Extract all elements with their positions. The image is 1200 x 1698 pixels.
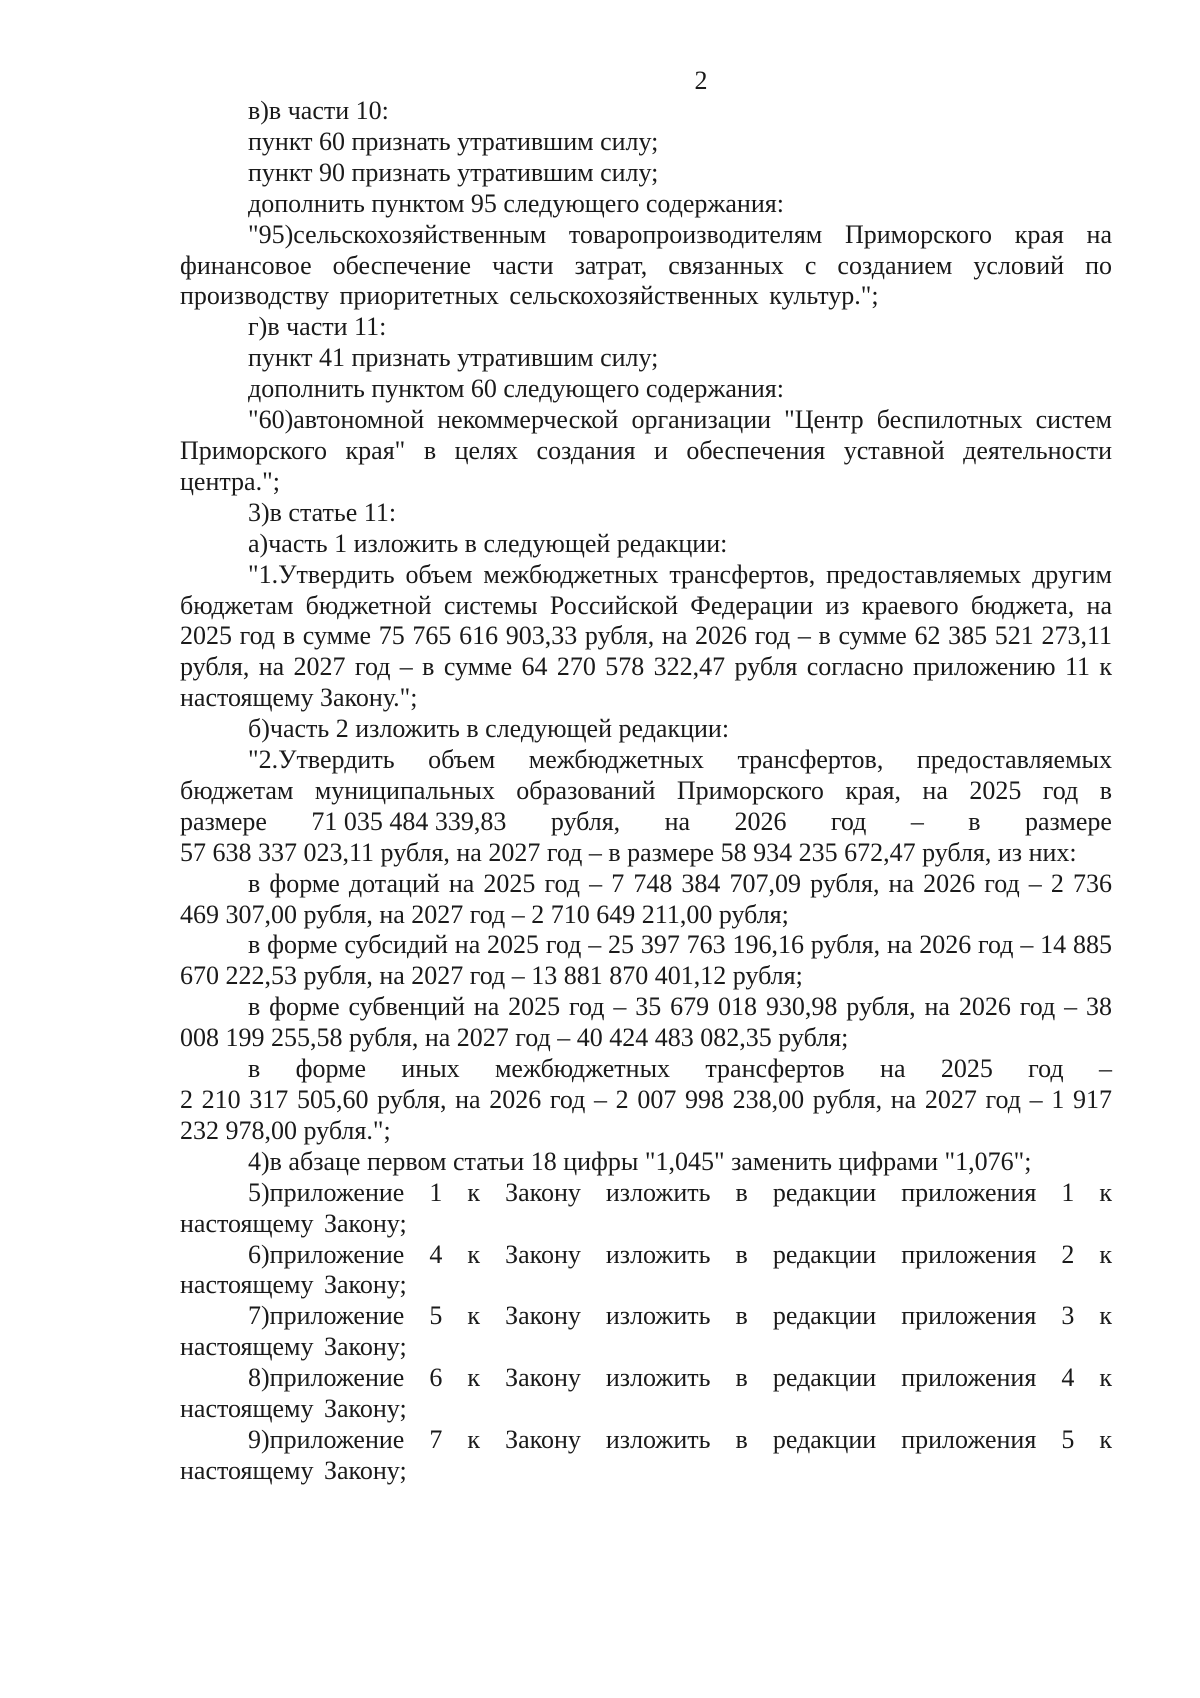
paragraph-12: "1.Утвердить объем межбюджетных трансфертов, предоставляемых другим бюджетам бюджетной системы Российской Федерации из краевого бюджета, на 2025 год в сумме 75 765 616 903,33 рубля, на 2026 год – в сумме 62 385 521 273,11 рубля, на 2027 год – в сумме 64 270 578 322,47 рубля согласно приложению 11 к настоящему Закону."; bbox=[180, 559, 1112, 713]
document-body bbox=[180, 96, 1112, 1487]
paragraph-13: б)часть 2 изложить в следующей редакции: bbox=[248, 714, 730, 744]
paragraph-1: в)в части 10: bbox=[248, 96, 389, 125]
paragraph-10: 3)в статье 11: bbox=[248, 497, 397, 527]
paragraph-19: 4)в абзаце первом статьи 18 цифры "1,045" заменить цифрами "1,076"; bbox=[248, 1146, 1032, 1176]
paragraph-14-part-1: "2.Утвердить объем межбюджетных трансфертов, предоставляемых бюджетам муниципальных образований Приморского края, на 2025 год в bbox=[180, 745, 1112, 805]
page-number: 2 bbox=[694, 66, 708, 95]
paragraph-9: "60)автономной некоммерческой организации "Центр беспилотных систем Приморского края" в целях создания и обеспечения уставной деятельности центра."; bbox=[180, 405, 1112, 496]
paragraph-23: 8)приложение 6 к Закону изложить в редакции приложения 4 к настоящему Закону; bbox=[180, 1363, 1112, 1424]
word: 71 035 484 339,83 bbox=[311, 806, 507, 836]
word: 2026 bbox=[734, 806, 787, 836]
paragraph-17: в форме субвенций на 2025 год – 35 679 018 930,98 рубля, на 2026 год – 38 008 199 255,58 рубля, на 2027 год – 40 424 483 082,35 рубля; bbox=[180, 992, 1112, 1053]
word: год bbox=[830, 806, 867, 836]
word: – bbox=[910, 806, 924, 836]
word: форме bbox=[295, 1054, 367, 1084]
word: год bbox=[1028, 1054, 1064, 1084]
paragraph-16: в форме субсидий на 2025 год – 25 397 763 196,16 рубля, на 2026 год – 14 885 670 222,53 рубля, на 2027 год – 13 881 870 401,12 рубля; bbox=[180, 930, 1112, 991]
paragraph-22: 7)приложение 5 к Закону изложить в редакции приложения 3 к настоящему Закону; bbox=[180, 1301, 1112, 1362]
paragraph-11: а)часть 1 изложить в следующей редакции: bbox=[248, 528, 728, 558]
paragraph-18-part-1 bbox=[180, 1054, 1112, 1085]
word: размере bbox=[1024, 806, 1112, 836]
paragraph-14-part-3: 57 638 337 023,11 рубля, на 2027 год – в размере 58 934 235 672,47 рубля, из них: bbox=[180, 837, 1077, 867]
paragraph-2: пункт 60 признать утратившим силу; bbox=[248, 126, 659, 156]
paragraph-24: 9)приложение 7 к Закону изложить в редакции приложения 5 к настоящему Закону; bbox=[180, 1424, 1112, 1485]
word: на bbox=[664, 806, 691, 836]
word: в bbox=[248, 1054, 261, 1084]
paragraph-3: пункт 90 признать утратившим силу; bbox=[248, 157, 659, 187]
paragraph-20: 5)приложение 1 к Закону изложить в редакции приложения 1 к настоящему Закону; bbox=[180, 1177, 1112, 1238]
word: – bbox=[1098, 1054, 1112, 1084]
word: иных bbox=[401, 1054, 460, 1084]
word: размере bbox=[180, 806, 267, 836]
paragraph-14-part-2 bbox=[180, 807, 1112, 838]
word: рубля, bbox=[550, 806, 621, 836]
word: в bbox=[968, 806, 981, 836]
paragraph-21: 6)приложение 4 к Закону изложить в редакции приложения 2 к настоящему Закону; bbox=[180, 1239, 1112, 1300]
paragraph-8: дополнить пунктом 60 следующего содержания: bbox=[248, 374, 784, 404]
paragraph-7: пункт 41 признать утратившим силу; bbox=[248, 343, 659, 373]
paragraph-6: г)в части 11: bbox=[248, 312, 387, 342]
paragraph-18-part-2: 2 210 317 505,60 рубля, на 2026 год – 2 007 998 238,00 рубля, на 2027 год – 1 917 232 978,00 рубля."; bbox=[180, 1085, 1112, 1145]
word: межбюджетных bbox=[494, 1054, 671, 1084]
word: трансфертов bbox=[705, 1054, 845, 1084]
paragraph-4: дополнить пунктом 95 следующего содержания: bbox=[248, 188, 784, 218]
word: 2025 bbox=[940, 1054, 993, 1084]
paragraph-15: в форме дотаций на 2025 год – 7 748 384 707,09 рубля, на 2026 год – 2 736 469 307,00 рубля, на 2027 год – 2 710 649 211,00 рубля; bbox=[180, 868, 1112, 929]
paragraph-5: "95)сельскохозяйственным товаропроизводителям Приморского края на финансовое обеспечение части затрат, связанных с созданием условий по производству приоритетных сельскохозяйственных культур."; bbox=[180, 219, 1112, 311]
word: на bbox=[880, 1054, 906, 1084]
